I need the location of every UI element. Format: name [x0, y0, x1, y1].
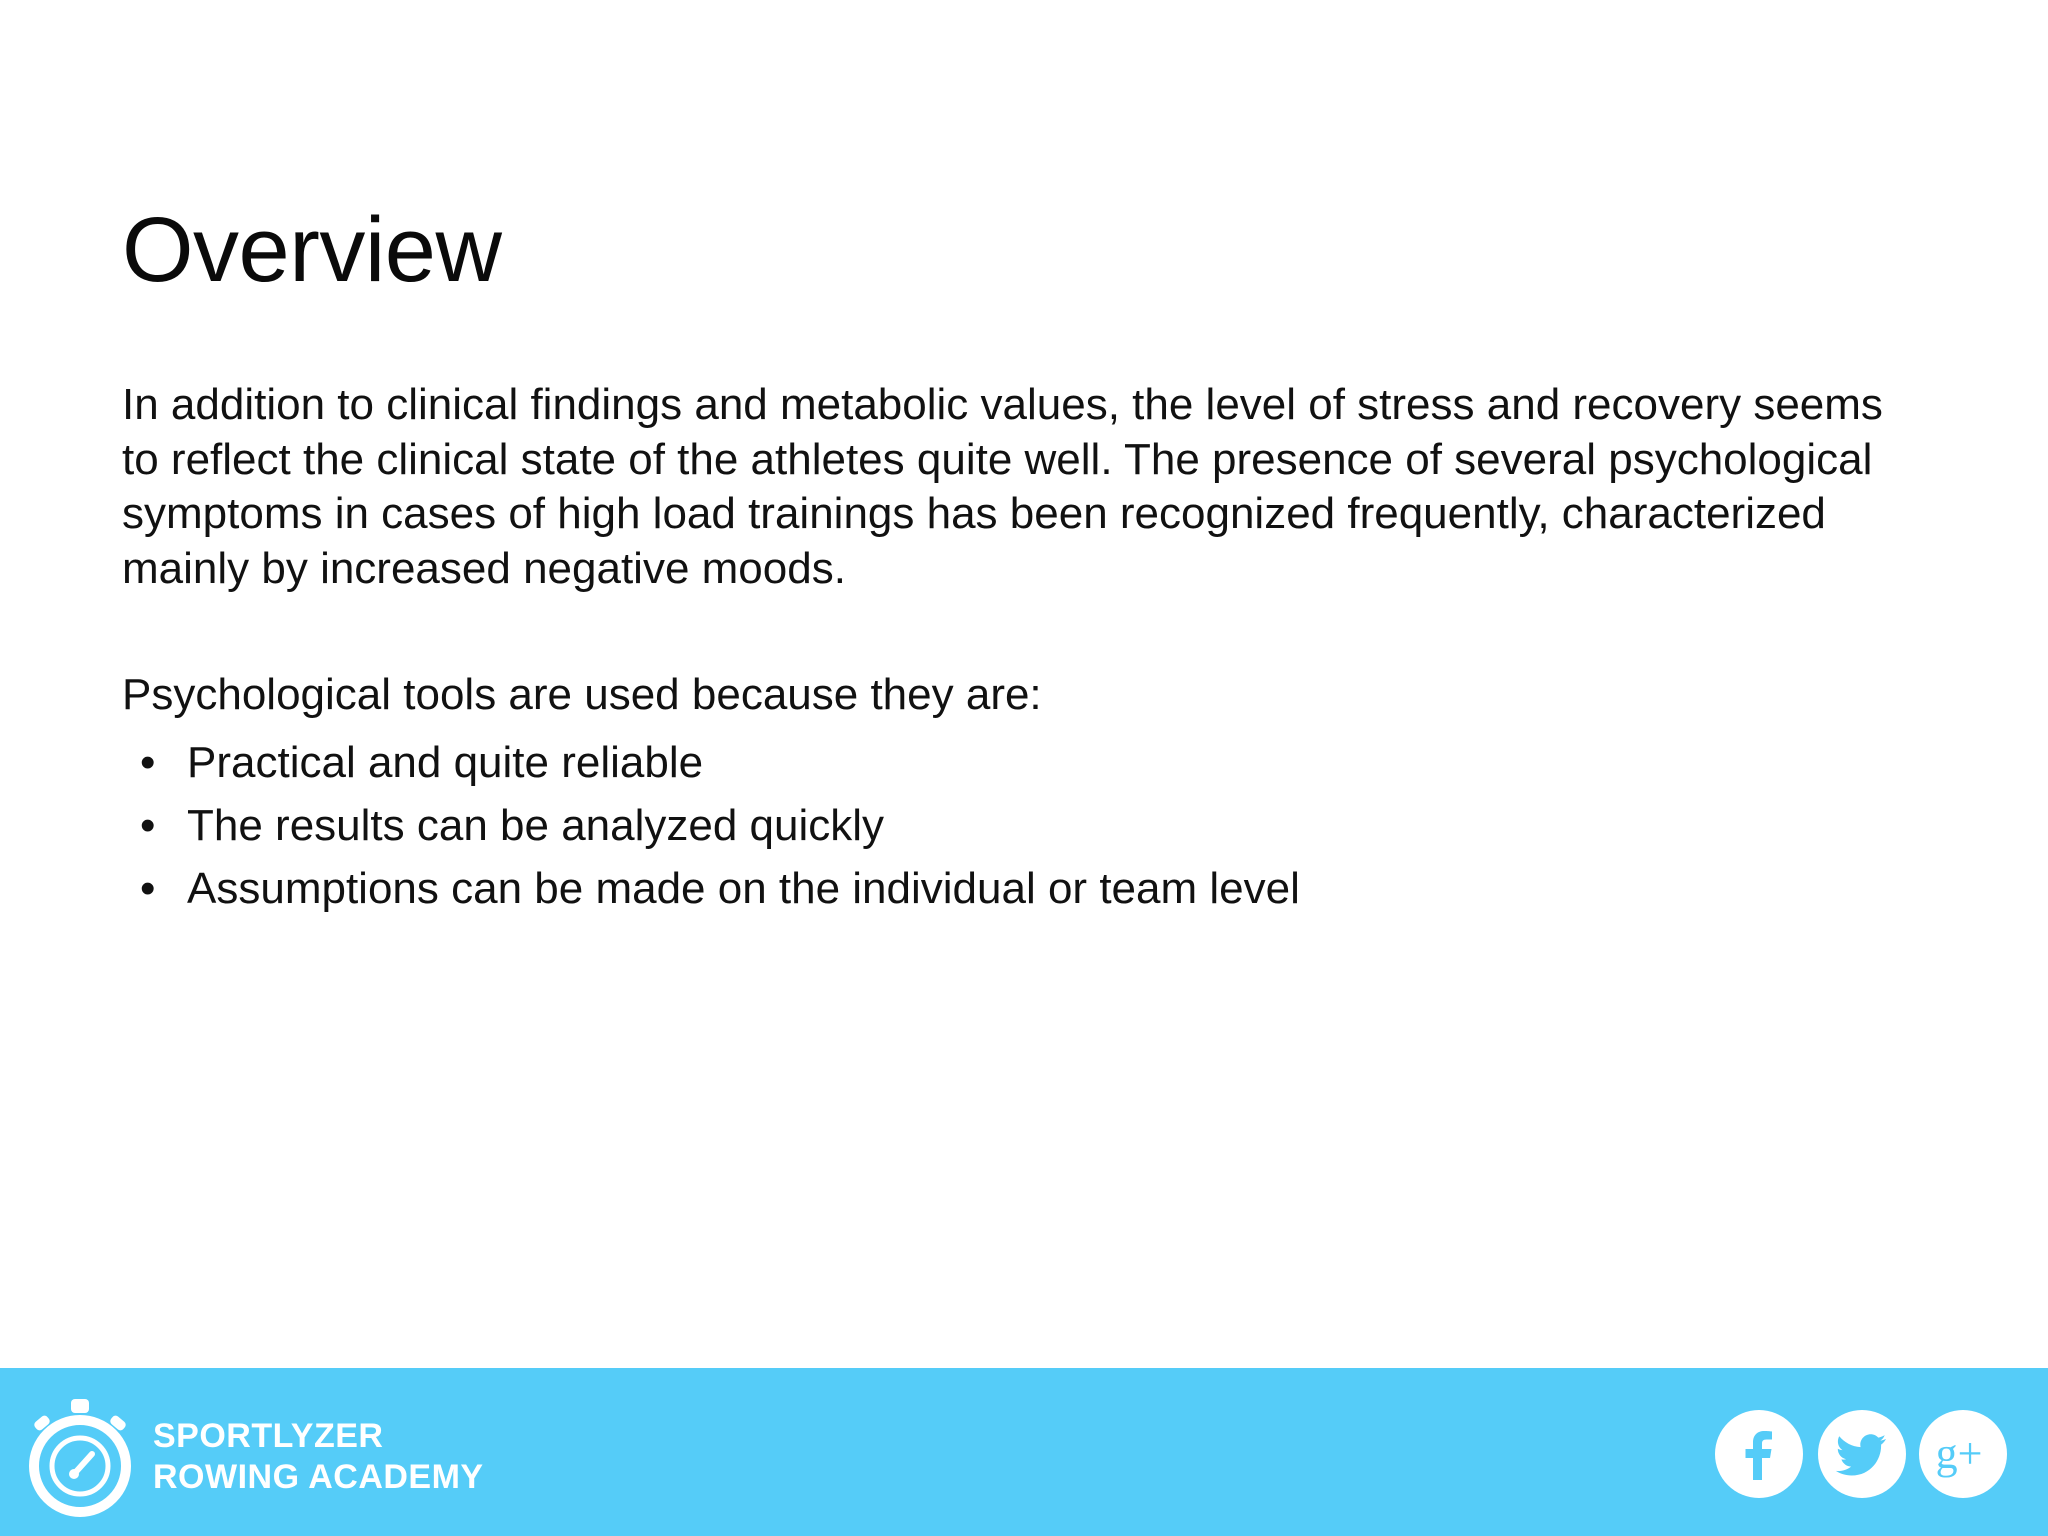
brand-line-2: ROWING ACADEMY [153, 1458, 484, 1496]
bullet-item [122, 794, 1942, 857]
bullet-text: Assumptions can be made on the individual or team level [187, 863, 1300, 913]
slide-title: Overview [122, 199, 502, 301]
overview-paragraph: In addition to clinical findings and metabolic values, the level of stress and recovery seems to reflect the clinical state of the athletes quite well. The presence of several psychological symptoms in cases of high load trainings has been recognized frequently, characterized mainly by increased negative moods. [122, 380, 1883, 593]
bullet-dot: • [140, 863, 156, 913]
stopwatch-icon [24, 1396, 136, 1520]
google-plus-glyph: g+ [1935, 1429, 1983, 1478]
bullet-dot: • [140, 800, 156, 850]
facebook-icon [1715, 1410, 1803, 1498]
google-plus-icon [1919, 1410, 2007, 1498]
footer-bar [0, 1368, 2048, 1536]
google-plus-button[interactable] [1919, 1410, 2007, 1498]
brand-name [153, 1416, 484, 1498]
twitter-button[interactable] [1818, 1410, 1906, 1498]
bullet-text: Practical and quite reliable [187, 737, 704, 787]
bullet-dot: • [140, 737, 156, 787]
facebook-button[interactable] [1715, 1410, 1803, 1498]
bullet-list [122, 731, 1942, 920]
bullet-text: The results can be analyzed quickly [187, 800, 885, 850]
bullet-item [122, 857, 1942, 920]
bullet-intro: Psychological tools are used because they are: [122, 670, 1042, 719]
twitter-icon [1818, 1410, 1906, 1498]
brand-line-1: SPORTLYZER [153, 1417, 384, 1455]
bullet-item [122, 731, 1942, 794]
slide-body [122, 378, 1942, 920]
